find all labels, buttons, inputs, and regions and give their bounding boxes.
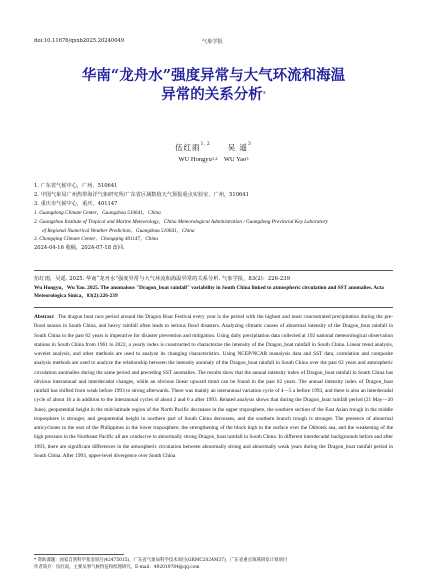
title-footnote-mark: * — [262, 91, 266, 98]
citation-chinese: 伍红雨，吴遥. 2025. 华南“龙舟水”强度异常与大气环流和海温异常的关系分析. 气象学报，83(2)：226-239 — [34, 276, 290, 282]
author-en-2-affil: 3 — [246, 156, 249, 161]
abstract-text: The dragon boat race period around the Dragon Boat Festival every year is the period with the highest and most concentrated precipitation during the pre-flood season in South China, and heavy rainfall often leads to serious flood disasters. Analyzing climatic causes of abnormal intensity of the Dragon_boat rainfall in South China in the past 62 years is imperative for disaster prevention and mitigation. Using daily precipitation data collected at 192 national meteorological observation stations in South China from 1961 to 2022, a yearly index is constructed to characterize the intensity of the Dragon_boat rainfall in South China. Linear trend analysis, wavelet analysis, and other methods are used to analyze its changing characteristics. Using NCEP/NCAR reanalysis data and SST data, correlation and composite analysis methods are used to analyze the relationship between the intensity anomaly of the Dragon_boat rainfall in South China over the past 62 years and atmospheric circulation anomalies during the same period and preceding SST anomalies. The results show that the annual intensity index of Dragon_boat rainfall in South China has obvious interannual and interdecadal changes, while an obvious linear upward trend can be found in the past 62 years. The annual intensity index of Dragon_boat rainfall has shifted from weak before 1993 to strong afterwards. There was mainly an interannual variation cycle of 4—5 a before 1993, and there is also an interdecadal cycle of about 16 a in addition to the interannual cycles of about 2 and 6 a after 1993. Related analysis shows that during the Dragon_boat rainfall period (21 May—20 June), geopotential height in the mid-latitude region of the North Pacific decreases in the upper troposphere, the southern section of the East Asian trough in the middle troposphere is stronger, and geopotential height in northern part of South China decreases, and the southern branch trough is stronger. The presence of abnormal anticyclones to the east of the Philippines in the lower troposphere, the strengthening of the block high in the surface over the Okhotsk sea, and the weakening of the high pressure in the Northeast Pacific all are conducive to abnormally strong Dragon_boat rainfall in South China. In different interdecadal backgrounds before and after 1993, there are significant differences in the atmospheric circulation between abnormally strong and abnormally weak years during the Dragon_boat rainfall period in South China. After 1993, upper-level divergence over South China — [34, 314, 393, 459]
paper-title — [0, 66, 427, 104]
affil-en-2: 2. Guangzhou Institute of Tropical and Marine Meteorology，China Meteorological Administration / Guangdong Provincial Key Laboratory — [34, 218, 328, 225]
abstract-label: Abstract — [34, 314, 54, 320]
journal-name: 气象学报 — [202, 39, 223, 45]
affil-en-3: 3. Chongqing Climate Center，Chongqing 401147，China — [34, 236, 158, 243]
footnotes — [34, 557, 393, 571]
author-cn-1: 伍红雨 — [175, 143, 201, 152]
author-cn-1-affil: 1,2 — [200, 142, 211, 147]
author-cn-2: 吴 遥 — [227, 143, 249, 152]
footnote-divider — [34, 554, 124, 555]
author-en-1: WU Hongyu — [178, 156, 212, 163]
title-line-2: 异常的关系分析 — [161, 86, 263, 103]
authors-chinese — [0, 142, 427, 153]
author-en-1-affil: 1,2 — [211, 156, 218, 161]
divider-bottom — [34, 307, 393, 308]
page-header — [34, 38, 393, 48]
affil-en-1: 1. Guangdong Climate Center，Guangzhou 510641，China — [34, 209, 161, 216]
author-cn-2-affil: 3 — [248, 142, 252, 147]
divider-top — [34, 270, 393, 271]
abstract-block — [34, 313, 393, 461]
affil-cn-2: 2. 中国气象局广州热带海洋气象研究所/广东省区域数值天气预报重点实验室，广州，510641 — [34, 191, 249, 198]
affiliations — [34, 182, 393, 253]
received-dates: 2024-04-16 收稿，2024-07-18 改回. — [34, 245, 125, 252]
citation-block — [34, 275, 393, 301]
funding-footnote: * 资助课题：国家自然科学基金项目(42475015)，广东省气象局科学技术项目(GRMC2024M37)，广东省重点领域研发计划项目 — [34, 558, 288, 563]
doi-text[interactable]: doi:10.11676/qxxb2025.20240049 — [34, 38, 125, 44]
citation-english: Wu Hongyu，Wu Yao. 2025. The anomalous "Dragon_boat rainfall" variability in South China linked to atmospheric circulation and SST anomalies. Acta Meteorologica Sinica，83(2):226-239 — [34, 284, 384, 300]
author-bio-footnote: 作者简介：伍红雨，主要从事气候特征和机理研究。E-mail：492019784@qq.com — [34, 565, 200, 570]
affil-en-2-continued: of Regional Numerical Weather Prediction，Guangzhou 510641，China — [42, 227, 195, 234]
affil-cn-3: 3. 重庆市气候中心，重庆，401147 — [34, 200, 118, 207]
author-en-2: WU Yao — [223, 156, 247, 163]
title-line-1: 华南“龙舟水”强度异常与大气环流和海温 — [81, 67, 346, 84]
affil-cn-1: 1. 广东省气候中心，广州，510641 — [34, 183, 118, 189]
authors-english — [0, 156, 427, 163]
